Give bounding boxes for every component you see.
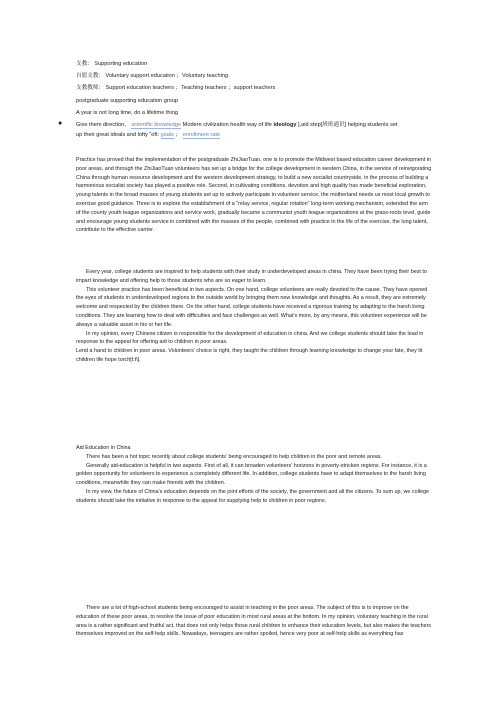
- paragraph-practice: [76, 156, 432, 235]
- paragraph-group-volunteers: [76, 268, 432, 365]
- bullet-line2-lead: up their great ideals and lofty “oft:: [76, 132, 161, 138]
- link-enrollment-rate[interactable]: enrollment rate: [182, 132, 220, 138]
- paragraph-high-school: [76, 604, 432, 639]
- link-goals[interactable]: goals: [160, 132, 174, 138]
- paragraph-every-year: Every year, college students are inspired to help students with their study in underdeveloped areas in china. They have been trying their best to impart knowledge and offering help to those students who are so eager to learn.: [76, 269, 427, 284]
- paragraph-text: There are a lot of high-school students being encouraged to assist in teaching in the poor areas. The subject of this is to improve on the education of these poor areas, to resolve the issue of poor education in most rural areas at the bottom. In my opinion, voluntary teaching in the rural area is a rather significant and fruitful act, that does not only helps those rural children to enhance their education levels, but also makes the teachers themselves improved on the self-help skills. Nowadays, teenagers are rather spoiled, hence very poor at self-help skills as everything has: [76, 605, 432, 638]
- section-aid-education: [76, 444, 432, 506]
- link-scientific-knowledge[interactable]: scientific knowledge: [131, 122, 182, 128]
- header-line-supporting-education: 支教： Supporting education: [76, 61, 148, 67]
- paragraph-hot-topic: There has been a hot topic recently about college students’ being encouraged to help children in the poor and remote areas.: [86, 453, 382, 460]
- bullet-mid: Modern civilization health way of life: [182, 122, 274, 128]
- bullet-ideology: ideology: [273, 122, 297, 128]
- bullet-lead: Give them direction，: [76, 122, 130, 128]
- bullet-separator: ；: [175, 132, 182, 138]
- paragraph-practice-beneficial: This volunteer practice has been beneficial in two aspects. On one hand, college volunteers are really devoted to the cause. They have opened the eyes of students in underdeveloped regions to the outside world by bringing them new knowledge and thoughts. As a result, they are extremely welcome and respected by the children there. On the other hand, college students have received a rigorous training by adapting to the harsh living conditions. They are learning how to deal with difficulties and face challenges as well. What’s more, by any means, this volunteer experience will be always a valuable asset in his or her life.: [76, 286, 428, 328]
- paragraph-opinion: In my opinion, every Chinese citizen is responsible for the development of education in china. And we college students should take the lead in response to the appeal for offering aid to children in poor areas.: [76, 330, 424, 346]
- bullet-line-2: [76, 131, 430, 139]
- paragraph-text: Practice has proved that the implementation of the postgraduate ZhiJiaoTuan, one is to promote the Midwest based education career development in poor areas, and through the ZhiJiaoTuan volunteers has set up a bridge for the college development in western China, in the service of reinvigorating China through human resource development and the western development strategy, to build a new socialist countryside, in the process of building a harmonious socialist society has played a positive role. Second, in cultivating conditions, devotion and high quality has made beneficial exploration, young talents in the broad masses of young students set up to actively participate in volunteer service, the motherland needs us most local growth to exercise good guidance. Three is to explore the establishment of a "relay service, regular rotation" long-term working mechanism, extended the arm of the county youth league organizations and service work, gradually became a communist youth league organizations at the grass-roots level, guide and encourage young students service in combined with the masses of the people, combined with practice in the life of the exercise, the long talent, contribute to the effective carrier.: [76, 157, 432, 234]
- bullet-tail: ],aid step[班班通识] helping students set: [298, 122, 398, 128]
- paragraph-lend-hand: Lend a hand to children in poor areas. Volunteers’ choice is right, they taught the children through learning knowledge to change your fate, they lit children life hope torch[t:t\].: [76, 348, 423, 363]
- header-line-support-teachers: 支教教师： Support education teachers ；Teaching teachers ；support teachers: [76, 85, 276, 91]
- paragraph-future: In my view, the future of China’s education depends on the joint efforts of the society, the government and all the citizens. To sum up, we college students should take the initiative in response to the appeal for supplying help to children in poor regions.: [76, 488, 430, 504]
- header-line-lifetime-thing: A year is not long time, do a lifetime thing: [76, 110, 178, 116]
- header-line-voluntary-support: 自愿支教： Voluntary support education ；Voluntary teaching: [76, 73, 229, 79]
- paragraph-generally: Generally aid-education is helpful in two aspects. First of all, it can broaden volunteers’ horizons in poverty-stricken regions. For instance, it is a golden opportunity for volunteers to experience a completely different life. In addition, college students have to adapt themselves to the harsh living conditions, meanwhile they can make friends with the children.: [76, 462, 427, 487]
- header-line-postgraduate-group: postgraduate supporting education group: [76, 98, 179, 104]
- bullet-icon: ●: [58, 120, 63, 127]
- bullet-line-1: [76, 121, 436, 129]
- section-title-aid-education: Aid Education in China: [76, 445, 131, 451]
